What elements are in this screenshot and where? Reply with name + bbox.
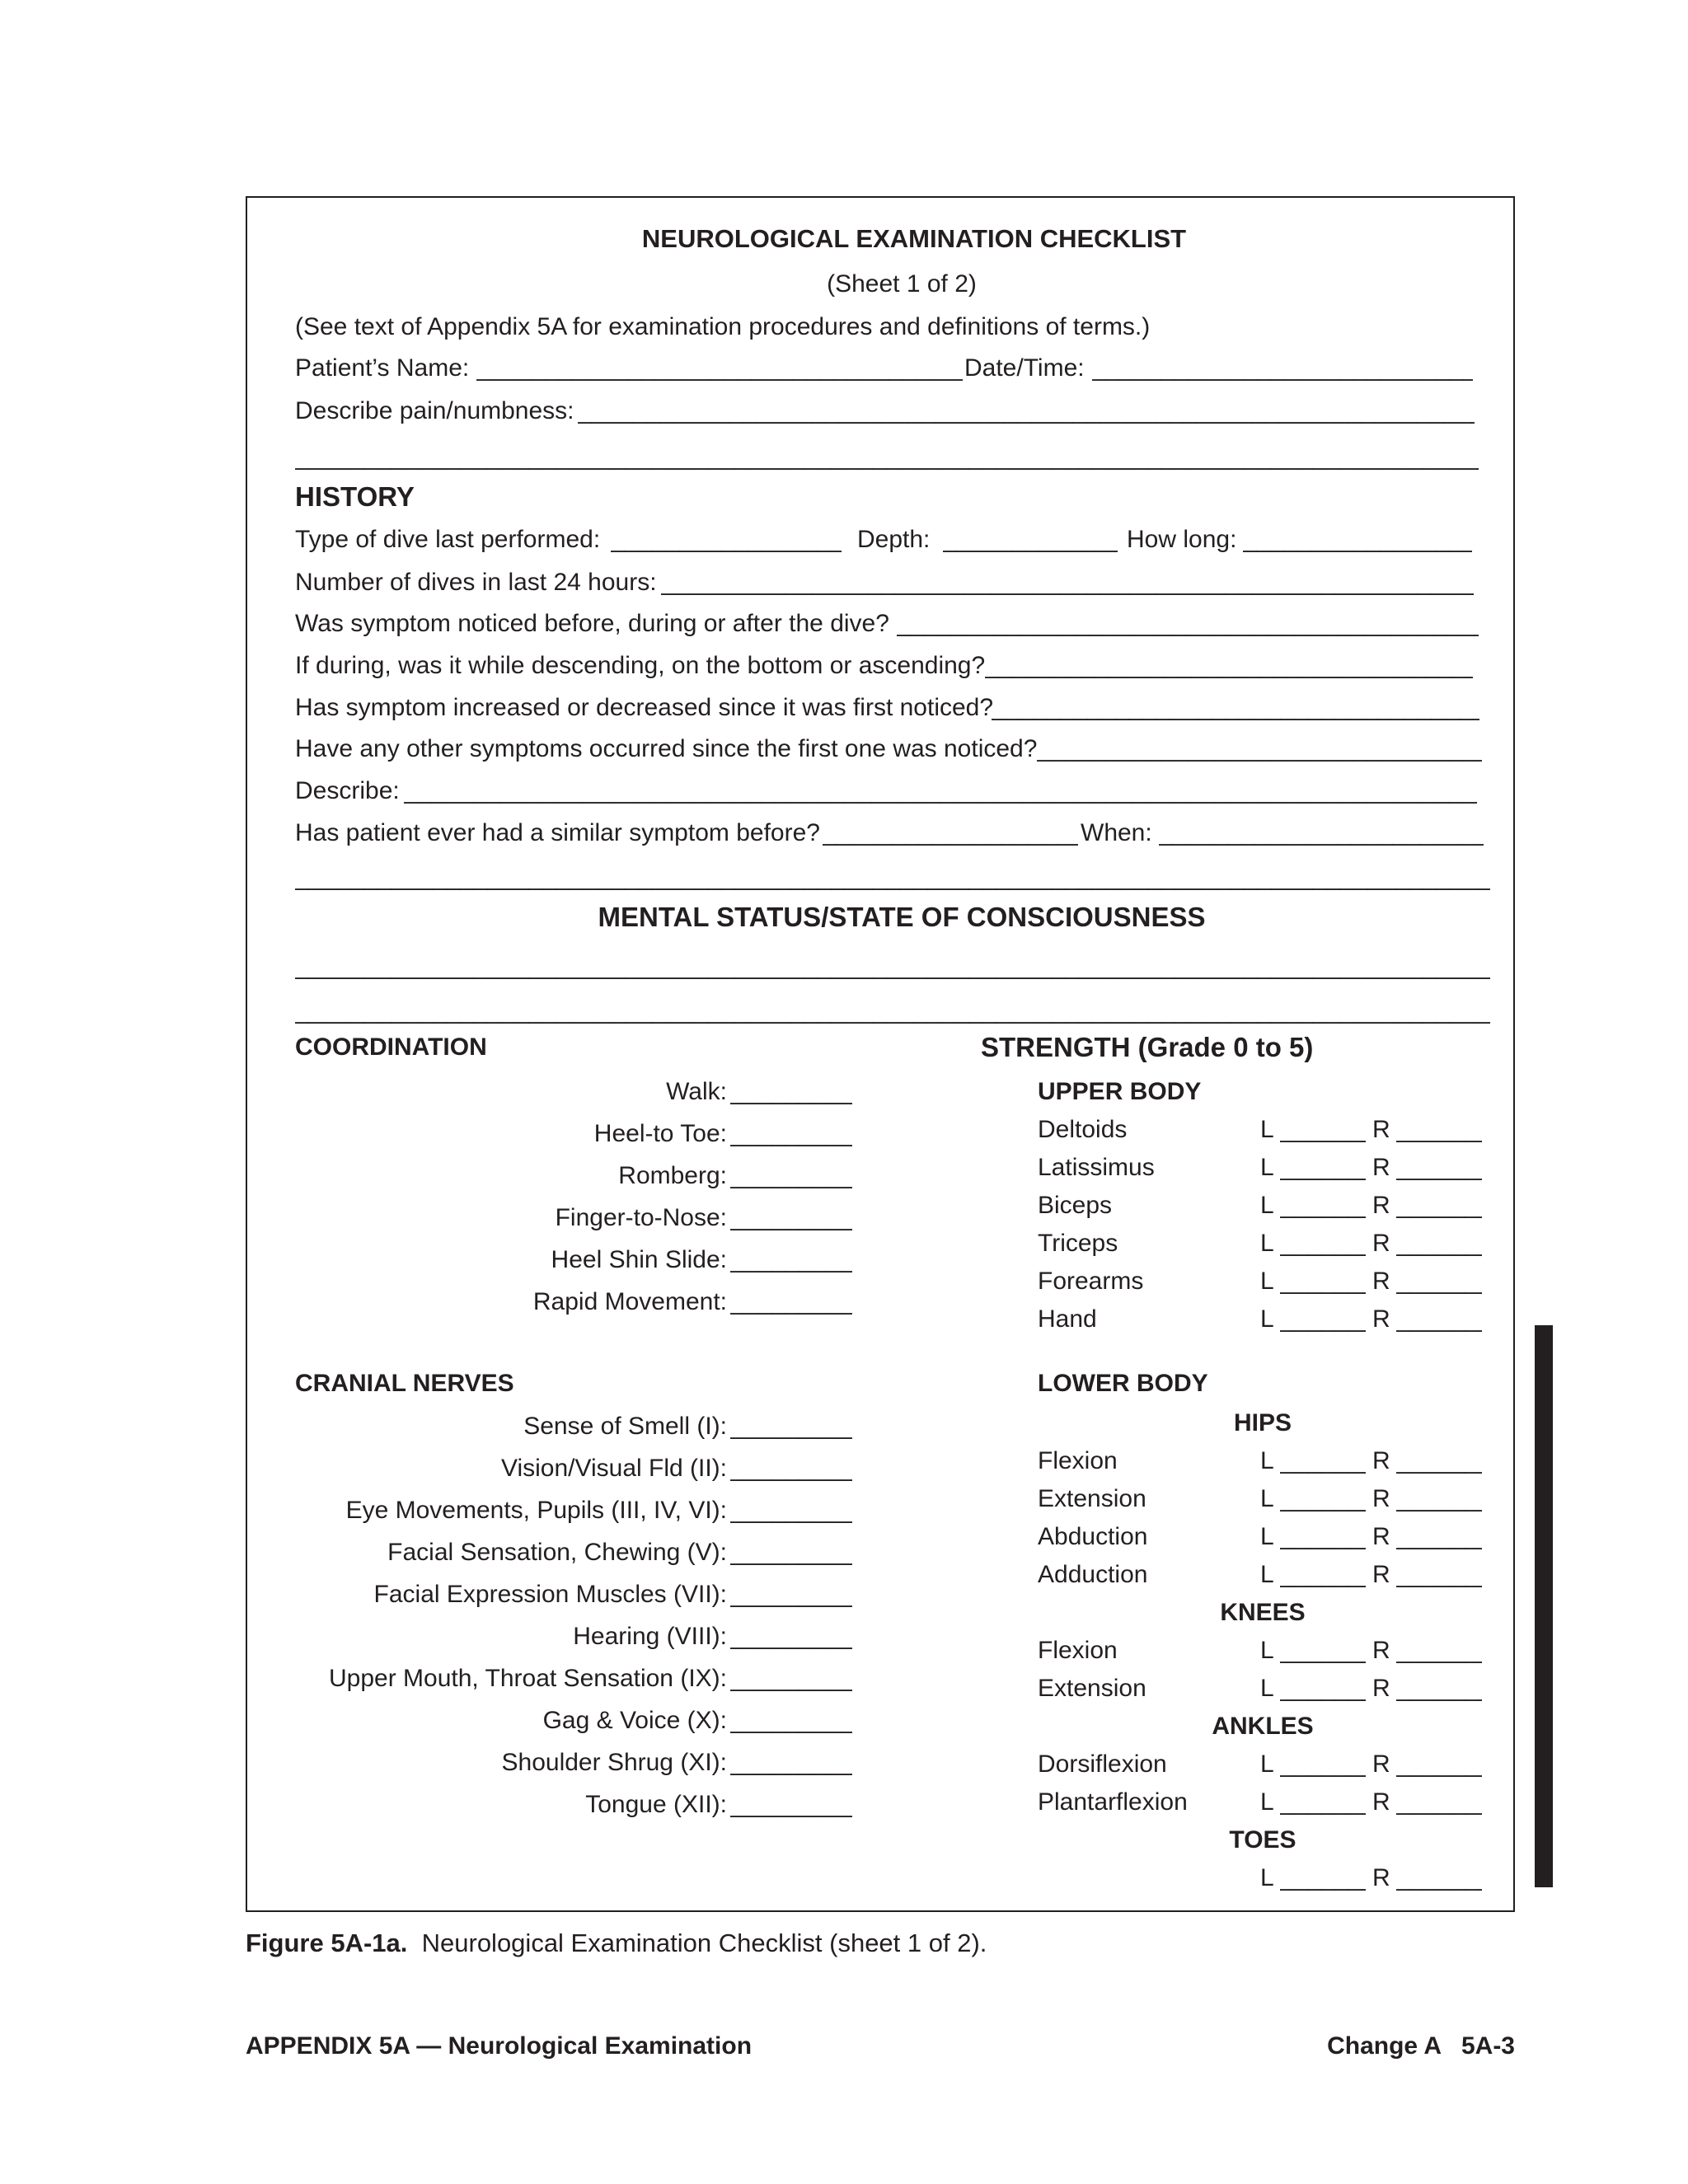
hips-heading: HIPS [1233,1409,1292,1436]
dive-type-label: Type of dive last performed: [295,526,601,553]
hips-row-left-label: L [1260,1485,1274,1512]
describe-field[interactable] [404,779,1477,804]
cranial-nerve-item-label: Facial Expression Muscles (VII): [373,1581,727,1608]
coordination-heading: COORDINATION [295,1033,487,1061]
symptom-timing-field[interactable] [897,612,1479,636]
ankles-row-right-label: R [1372,1750,1390,1778]
patient-name-label: Patient’s Name: [295,354,470,382]
upper-body-row-left-field[interactable] [1280,1118,1366,1142]
hips-row-left-label: L [1260,1447,1274,1474]
hips-row-right-label: R [1372,1523,1390,1550]
how-long-field[interactable] [1243,527,1472,552]
upper-body-row-left-label: L [1260,1154,1274,1181]
cranial-nerve-item-field[interactable] [730,1540,852,1565]
ankles-row-left-label: L [1260,1788,1274,1816]
describe-label: Describe: [295,777,400,804]
upper-body-row-left-label: L [1260,1192,1274,1219]
upper-body-row-left-label: L [1260,1116,1274,1143]
coordination-item-label: Heel-to Toe: [593,1120,727,1147]
hips-row-left-label: L [1260,1523,1274,1550]
dives-24h-label: Number of dives in last 24 hours: [295,569,657,596]
figure-label: Figure 5A-1a. [246,1929,408,1957]
cranial-nerves-heading: CRANIAL NERVES [295,1370,514,1397]
pain-label: Describe pain/numbness: [295,397,574,424]
toes-row-right-field[interactable] [1396,1866,1482,1891]
knees-row-left-label: L [1260,1675,1274,1702]
symptom-phase-label: If during, was it while descending, on the bottom or ascending? [295,652,986,679]
coordination-item-field[interactable] [730,1206,852,1230]
cranial-nerve-item-label: Tongue (XII): [585,1791,727,1818]
coordination-item-field[interactable] [730,1080,852,1104]
upper-body-heading: UPPER BODY [1038,1078,1202,1105]
hips-row-right-field[interactable] [1396,1525,1482,1549]
knees-row-right-label: R [1372,1637,1390,1664]
upper-body-row-left-field[interactable] [1280,1155,1366,1180]
knees-row-right-field[interactable] [1396,1676,1482,1701]
mental-status-heading: MENTAL STATUS/STATE OF CONSCIOUSNESS [598,902,1206,932]
upper-body-row-right-label: R [1372,1154,1390,1181]
coordination-item-label: Finger-to-Nose: [555,1204,727,1231]
hips-row-left-field[interactable] [1280,1487,1366,1511]
cranial-nerve-item-field[interactable] [730,1666,852,1691]
cranial-nerve-item-label: Gag & Voice (X): [542,1707,727,1734]
ankles-row-left-label: L [1260,1750,1274,1778]
hips-row-right-label: R [1372,1485,1390,1512]
upper-body-row-right-label: R [1372,1116,1390,1143]
upper-body-row-label: Deltoids [1038,1116,1128,1143]
cranial-nerve-item-label: Sense of Smell (I): [523,1413,727,1440]
upper-body-row-left-label: L [1260,1268,1274,1295]
when-label: When: [1081,819,1152,846]
coordination-item-field[interactable] [730,1164,852,1188]
history-heading: HISTORY [295,481,415,512]
datetime-field[interactable] [1092,356,1473,381]
cranial-nerve-item-field[interactable] [730,1750,852,1775]
footer-appendix: APPENDIX 5A — Neurological Examination [246,2032,753,2060]
depth-label: Depth: [857,526,931,553]
knees-row-right-field[interactable] [1396,1638,1482,1663]
cranial-nerve-item-field[interactable] [730,1456,852,1481]
upper-body-row-right-field[interactable] [1396,1118,1482,1142]
upper-body-row-right-label: R [1372,1230,1390,1257]
hips-row-label: Flexion [1038,1447,1118,1474]
how-long-label: How long: [1127,526,1237,553]
toes-row-right-label: R [1372,1864,1390,1891]
cranial-nerve-item-label: Vision/Visual Fld (II): [501,1455,727,1482]
cranial-nerve-item-label: Shoulder Shrug (XI): [501,1749,727,1776]
toes-row-left-field[interactable] [1280,1866,1366,1891]
knees-row-left-label: L [1260,1637,1274,1664]
hips-row-label: Extension [1038,1485,1146,1512]
footer-change: Change A [1327,2032,1442,2060]
pain-field-line-2[interactable] [295,445,1479,470]
footer-page-number: 5A-3 [1461,2032,1515,2060]
hips-row-right-label: R [1372,1561,1390,1588]
upper-body-row-left-field[interactable] [1280,1307,1366,1332]
coordination-item-field[interactable] [730,1248,852,1272]
symptom-change-label: Has symptom increased or decreased since it was first noticed? [295,694,994,721]
cranial-nerve-item-field[interactable] [730,1414,852,1439]
upper-body-row-right-label: R [1372,1305,1390,1333]
symptom-timing-label: Was symptom noticed before, during or after the dive? [295,610,889,637]
upper-body-row-left-field[interactable] [1280,1269,1366,1294]
knees-heading: KNEES [1220,1599,1306,1626]
sheet-number: (Sheet 1 of 2) [827,270,977,298]
figure-caption-text: Neurological Examination Checklist (sheet 1 of 2). [421,1929,987,1957]
upper-body-row-left-label: L [1260,1305,1274,1333]
dives-24h-field[interactable] [661,570,1474,595]
ankles-heading: ANKLES [1212,1713,1314,1740]
hips-row-right-field[interactable] [1396,1487,1482,1511]
hips-row-left-field[interactable] [1280,1525,1366,1549]
knees-row-left-field[interactable] [1280,1676,1366,1701]
cranial-nerve-item-label: Hearing (VIII): [573,1623,727,1650]
hips-row-right-field[interactable] [1396,1563,1482,1587]
knees-row-label: Extension [1038,1675,1146,1702]
upper-body-row-right-label: R [1372,1192,1390,1219]
hips-row-label: Abduction [1038,1523,1148,1550]
hips-row-left-field[interactable] [1280,1449,1366,1474]
knees-row-label: Flexion [1038,1637,1118,1664]
upper-body-row-label: Forearms [1038,1268,1144,1295]
dive-type-field[interactable] [611,527,842,552]
upper-body-row-right-field[interactable] [1396,1269,1482,1294]
ankles-row-label: Plantarflexion [1038,1788,1188,1816]
symptom-change-field[interactable] [992,696,1479,720]
upper-body-row-right-field[interactable] [1396,1231,1482,1256]
ankles-row-left-field[interactable] [1280,1790,1366,1815]
figure-caption [246,1930,987,1956]
when-field[interactable] [1159,821,1484,846]
coordination-item-label: Walk: [666,1078,727,1105]
mental-status-line-1[interactable] [295,954,1490,979]
cranial-nerve-item-field[interactable] [730,1582,852,1607]
toes-row-left-label: L [1260,1864,1274,1891]
pain-field[interactable] [578,399,1475,424]
upper-body-row-label: Latissimus [1038,1154,1155,1181]
hips-row-right-field[interactable] [1396,1449,1482,1474]
hips-row-label: Adduction [1038,1561,1148,1588]
upper-body-row-right-field[interactable] [1396,1307,1482,1332]
depth-field[interactable] [943,527,1118,552]
toes-heading: TOES [1229,1826,1296,1854]
cranial-nerve-item-field[interactable] [730,1624,852,1649]
symptom-phase-field[interactable] [985,654,1473,678]
upper-body-row-label: Hand [1038,1305,1097,1333]
upper-body-row-right-field[interactable] [1396,1193,1482,1218]
cranial-nerve-item-label: Upper Mouth, Throat Sensation (IX): [328,1665,727,1692]
cranial-nerve-item-label: Eye Movements, Pupils (III, IV, VI): [345,1497,727,1524]
coordination-item-label: Heel Shin Slide: [551,1246,727,1273]
hips-row-left-field[interactable] [1280,1563,1366,1587]
knees-row-right-label: R [1372,1675,1390,1702]
cranial-nerve-item-field[interactable] [730,1793,852,1817]
hips-row-right-label: R [1372,1447,1390,1474]
ankles-row-right-field[interactable] [1396,1752,1482,1777]
cranial-nerve-item-field[interactable] [730,1498,852,1523]
other-symptoms-field[interactable] [1037,737,1482,762]
upper-body-row-left-field[interactable] [1280,1193,1366,1218]
coordination-item-field[interactable] [730,1122,852,1146]
ankles-row-label: Dorsiflexion [1038,1750,1167,1778]
ankles-row-right-field[interactable] [1396,1790,1482,1815]
knees-row-left-field[interactable] [1280,1638,1366,1663]
other-symptoms-label: Have any other symptoms occurred since the first one was noticed? [295,735,1038,762]
history-extra-line[interactable] [295,865,1490,890]
ankles-row-left-field[interactable] [1280,1752,1366,1777]
coordination-item-field[interactable] [730,1290,852,1315]
upper-body-row-right-field[interactable] [1396,1155,1482,1180]
upper-body-row-label: Biceps [1038,1192,1113,1219]
coordination-item-label: Rapid Movement: [532,1288,727,1315]
strength-heading: STRENGTH (Grade 0 to 5) [981,1032,1314,1062]
chapter-tab-bar [1535,1325,1553,1887]
ankles-row-right-label: R [1372,1788,1390,1816]
cranial-nerve-item-field[interactable] [730,1708,852,1733]
datetime-label: Date/Time: [964,354,1085,382]
upper-body-row-left-label: L [1260,1230,1274,1257]
similar-symptom-field[interactable] [823,821,1078,846]
patient-name-field[interactable] [476,356,963,381]
upper-body-row-label: Triceps [1038,1230,1118,1257]
coordination-item-label: Romberg: [618,1162,727,1189]
similar-symptom-label: Has patient ever had a similar symptom before? [295,819,820,846]
upper-body-row-left-field[interactable] [1280,1231,1366,1256]
lower-body-heading: LOWER BODY [1038,1370,1208,1397]
cranial-nerve-item-label: Facial Sensation, Chewing (V): [387,1539,727,1566]
mental-status-line-2[interactable] [295,999,1490,1024]
hips-row-left-label: L [1260,1561,1274,1588]
instructions: (See text of Appendix 5A for examination procedures and definitions of terms.) [295,313,1151,340]
upper-body-row-right-label: R [1372,1268,1390,1295]
form-title: NEUROLOGICAL EXAMINATION CHECKLIST [641,224,1187,253]
